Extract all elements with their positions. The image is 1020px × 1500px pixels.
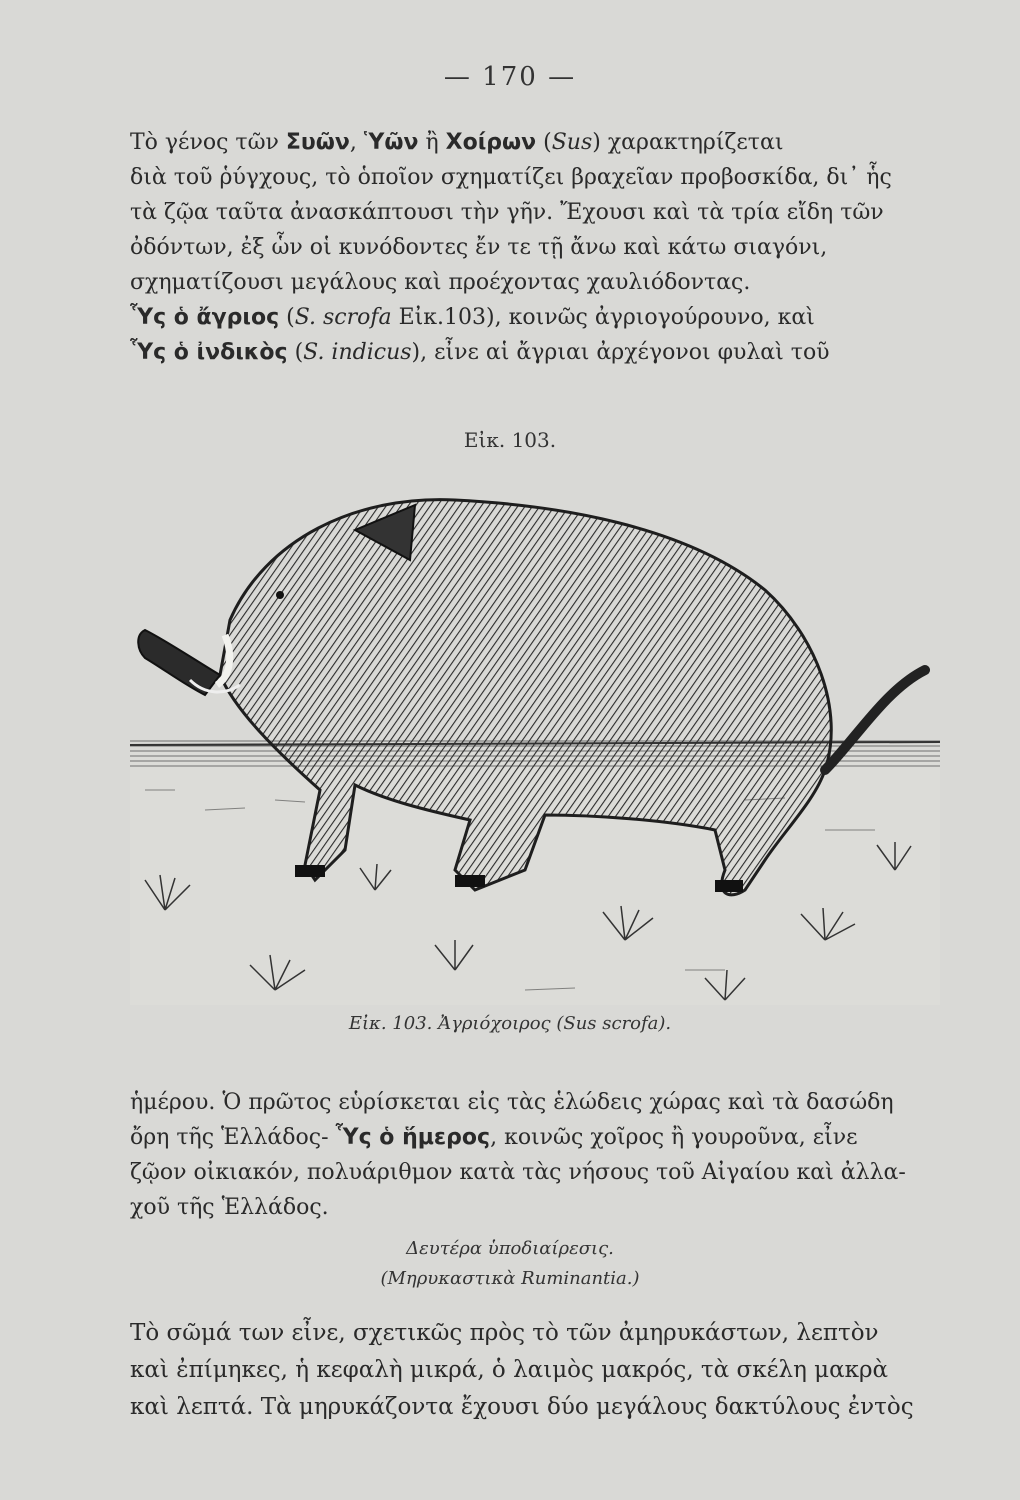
paragraph-ruminants [130, 1315, 950, 1426]
text-line: Ὗς ὁ ἄγριος (S. scrofa Εἰκ.103), κοινῶς ἀγριογούρουνο, καὶ [130, 305, 815, 330]
subdivision-name: (Μηρυκαστικὰ Ruminantia.) [380, 1268, 640, 1289]
text-line: Τὸ σῶμά των εἶνε, σχετικῶς πρὸς τὸ τῶν ἀμηρυκάστων, λεπτὸν [130, 1320, 879, 1346]
text-line: Ὗς ὁ ἰνδικὸς (S. indicus), εἶνε αἱ ἄγριαι ἀρχέγονοι φυλαὶ τοῦ [130, 340, 830, 365]
bold-term: Ὑῶν [363, 130, 419, 155]
bold-term: Ὗς ὁ ἥμερος [335, 1125, 491, 1150]
paragraph-swine [130, 125, 950, 370]
text-line: διὰ τοῦ ῥύγχους, τὸ ὁποῖον σχηματίζει βραχεῖαν προβοσκίδα, δι᾽ ἧς [130, 165, 892, 190]
bold-term: Χοίρων [445, 130, 537, 155]
text-line: τὰ ζῷα ταῦτα ἀνασκάπτουσι τὴν γῆν. Ἔχουσι καὶ τὰ τρία εἴδη τῶν [130, 200, 884, 225]
text-line: ἡμέρου. Ὁ πρῶτος εὑρίσκεται εἰς τὰς ἑλώδεις χώρας καὶ τὰ δασώδη [130, 1090, 894, 1115]
paragraph-domestic [130, 1085, 950, 1225]
scientific-name: S. scrofa [294, 305, 392, 330]
bold-term: Συῶν [285, 130, 350, 155]
page-number: — 170 — [443, 62, 577, 92]
boar-snout [138, 630, 220, 695]
text-line: καὶ λεπτά. Τὰ μηρυκάζοντα ἔχουσι δύο μεγάλους δακτύλους ἐντὸς [130, 1394, 914, 1420]
text-line: ζῷον οἰκιακόν, πολυάριθμον κατὰ τὰς νήσους τοῦ Αἰγαίου καὶ ἀλλα- [130, 1160, 906, 1185]
boar-body [220, 500, 831, 895]
figure-label: Εἰκ. 103. [463, 428, 557, 452]
bold-term: Ὗς ὁ ἄγριος [130, 305, 280, 330]
boar-engraving [125, 470, 945, 1010]
bold-term: Ὗς ὁ ἰνδικὸς [130, 340, 288, 365]
text-line: καὶ ἐπίμηκες, ἡ κεφαλὴ μικρά, ὁ λαιμὸς μακρός, τὰ σκέλη μακρὰ [130, 1357, 889, 1383]
scientific-name: Sus [551, 130, 593, 155]
text-line: χοῦ τῆς Ἑλλάδος. [130, 1195, 329, 1220]
text-line: Τὸ γένος τῶν Συῶν, Ὑῶν ἢ Χοίρων (Sus) χαρακτηρίζεται [130, 130, 784, 155]
text-line: σχηματίζουσι μεγάλους καὶ προέχοντας χαυλιόδοντας. [130, 270, 751, 295]
subdivision-title: Δευτέρα ὑποδιαίρεσις. [406, 1238, 614, 1259]
text-line: ὄρη τῆς Ἑλλάδος- Ὗς ὁ ἥμερος, κοινῶς χοῖρος ἢ γουροῦνα, εἶνε [130, 1125, 858, 1150]
figure-caption: Εἰκ. 103. Ἀγριόχοιρος (Sus scrofa). [348, 1013, 672, 1034]
text-line: ὀδόντων, ἐξ ὧν οἱ κυνόδοντες ἔν τε τῇ ἄνω καὶ κάτω σιαγόνι, [130, 235, 828, 260]
boar-eye [276, 591, 284, 599]
boar-illustration [125, 470, 945, 1010]
scientific-name: S. indicus [303, 340, 412, 365]
